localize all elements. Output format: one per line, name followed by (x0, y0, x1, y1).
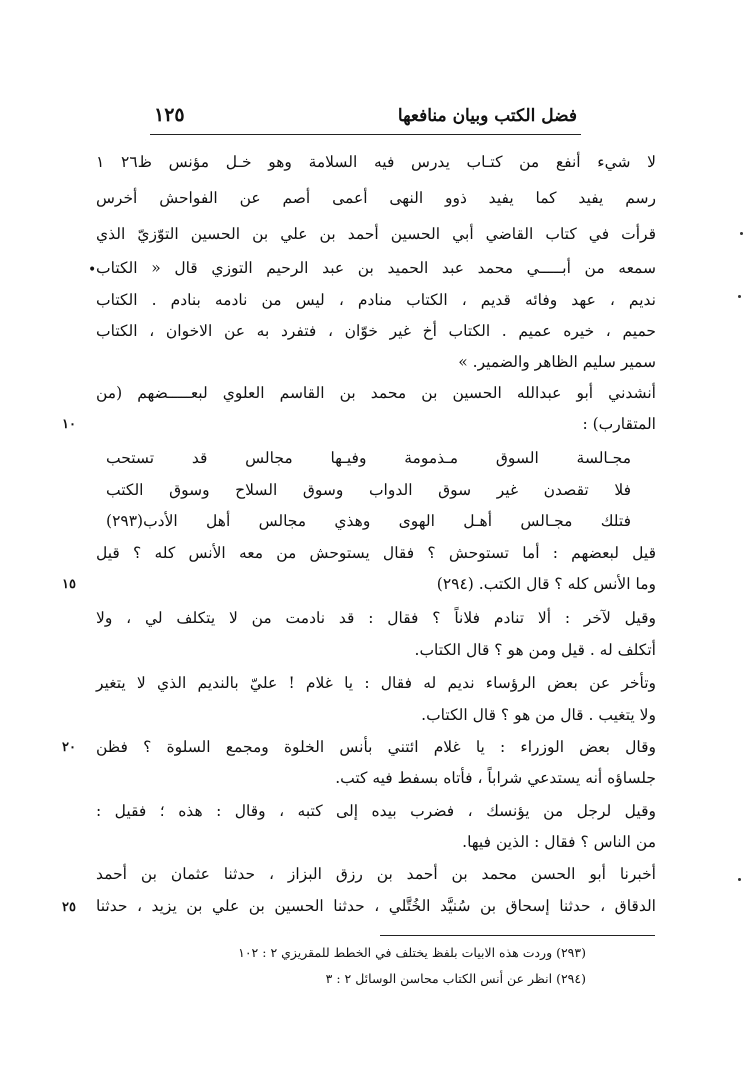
running-title: فضل الكتب وبيان منافعها (397, 106, 577, 126)
footnote: (٢٩٣) وردت هذه الابيات بلفظ يختلف في الخطط للمقريزي ٢ : ١٠٢ (238, 945, 586, 960)
line-number: ٢٠ (62, 740, 76, 755)
body-line: نديم ، عهد وفائه قديم ، الكتاب منادم ، ليس من نادمه بنادم . الكتاب (96, 291, 656, 309)
scan-speck (738, 295, 741, 298)
page-number: ١٢٥ (154, 104, 185, 126)
margin-bullet: • (88, 262, 97, 278)
body-line: رسم يفيد كما يفيد ذوو النهى أعمى أصم عن الفواحش أخرس (96, 189, 656, 207)
body-line: حميم ، خيره عميم . الكتاب أخ غير خوّان ، فتفرد به عن الاخوان ، الكتاب (96, 322, 656, 340)
body-line: سمير سليم الظاهر والضمير. » (458, 353, 656, 371)
body-line: الدقاق ، حدثنا إسحاق بن سُنيَّد الخُتَّلي ، حدثنا الحسين بن علي بن يزيد ، حدثنا (96, 897, 656, 915)
body-line: ولا يتغيب . قال من هو ؟ قال الكتاب. (421, 706, 656, 724)
body-line: وما الأنس كله ؟ قال الكتب. (٢٩٤) (436, 575, 656, 593)
body-line: أخبرنا أبو الحسن محمد بن أحمد بن رزق البزاز ، حدثنا عثمان بن أحمد (96, 865, 656, 883)
verse-line: فتلك مجـالس أهـل الهوى وهذي مجالس أهل الأدب(٢٩٣) (106, 512, 631, 530)
body-line: وقيل لرجل من يؤنسك ، فضرب بيده إلى كتبه ، وقال : هذه ؛ فقيل : (96, 802, 656, 820)
scan-speck (738, 878, 741, 881)
body-line: من الناس ؟ فقال : الذين فيها. (462, 833, 656, 851)
footnote: (٢٩٤) انظر عن أنس الكتاب محاسن الوسائل ٢ : ٣ (325, 971, 586, 986)
line-number: ١٥ (62, 577, 76, 592)
body-line: لا شيء أنفع من كتـاب يدرس فيه السلامة وهو خـل مؤنس ظ٢٦ ١ (96, 153, 656, 171)
body-line: قرأت في كتاب القاضي أبي الحسين أحمد بن علي بن الحسين التوّزيّ الذي (96, 225, 656, 243)
footnote-separator (380, 935, 655, 936)
body-line: وتأخر عن بعض الرؤساء نديم له فقال : يا غلام ! عليّ بالنديم الذي لا يتغير (96, 674, 656, 692)
running-header (150, 100, 581, 135)
verse-line: فلا تقصدن غير سوق الدواب وسوق السلاح وسوق الكتب (106, 481, 631, 499)
body-line: سمعه من أبـــــي محمد عبد الحميد بن عبد الرحيم التوزي قال « الكتاب (96, 259, 656, 277)
scan-speck (740, 232, 743, 235)
line-number: ١٠ (62, 417, 76, 432)
verse-line: مجـالسة السوق مـذمومة وفيـها مجالس قد تستحب (106, 449, 631, 467)
body-line: المتقارب) : (582, 415, 656, 433)
line-number: ٢٥ (62, 900, 76, 915)
body-line: قيل لبعضهم : أما تستوحش ؟ فقال يستوحش من معه الأنس كله ؟ قيل (96, 544, 656, 562)
body-line: وقيل لآخر : ألا تنادم فلاناً ؟ فقال : قد نادمت من لا يتكلف لي ، ولا (96, 609, 656, 627)
body-line: أنشدني أبو عبدالله الحسين بن محمد بن القاسم العلوي لبعـــــضهم (من (96, 384, 656, 402)
body-line: أتكلف له . قيل ومن هو ؟ قال الكتاب. (414, 641, 656, 659)
body-line: جلساؤه أنه يستدعي شراباً ، فأتاه بسفط فيه كتب. (335, 769, 656, 787)
body-line: وقال بعض الوزراء : يا غلام ائتني بأنس الخلوة ومجمع السلوة ؟ فظن (96, 738, 656, 756)
